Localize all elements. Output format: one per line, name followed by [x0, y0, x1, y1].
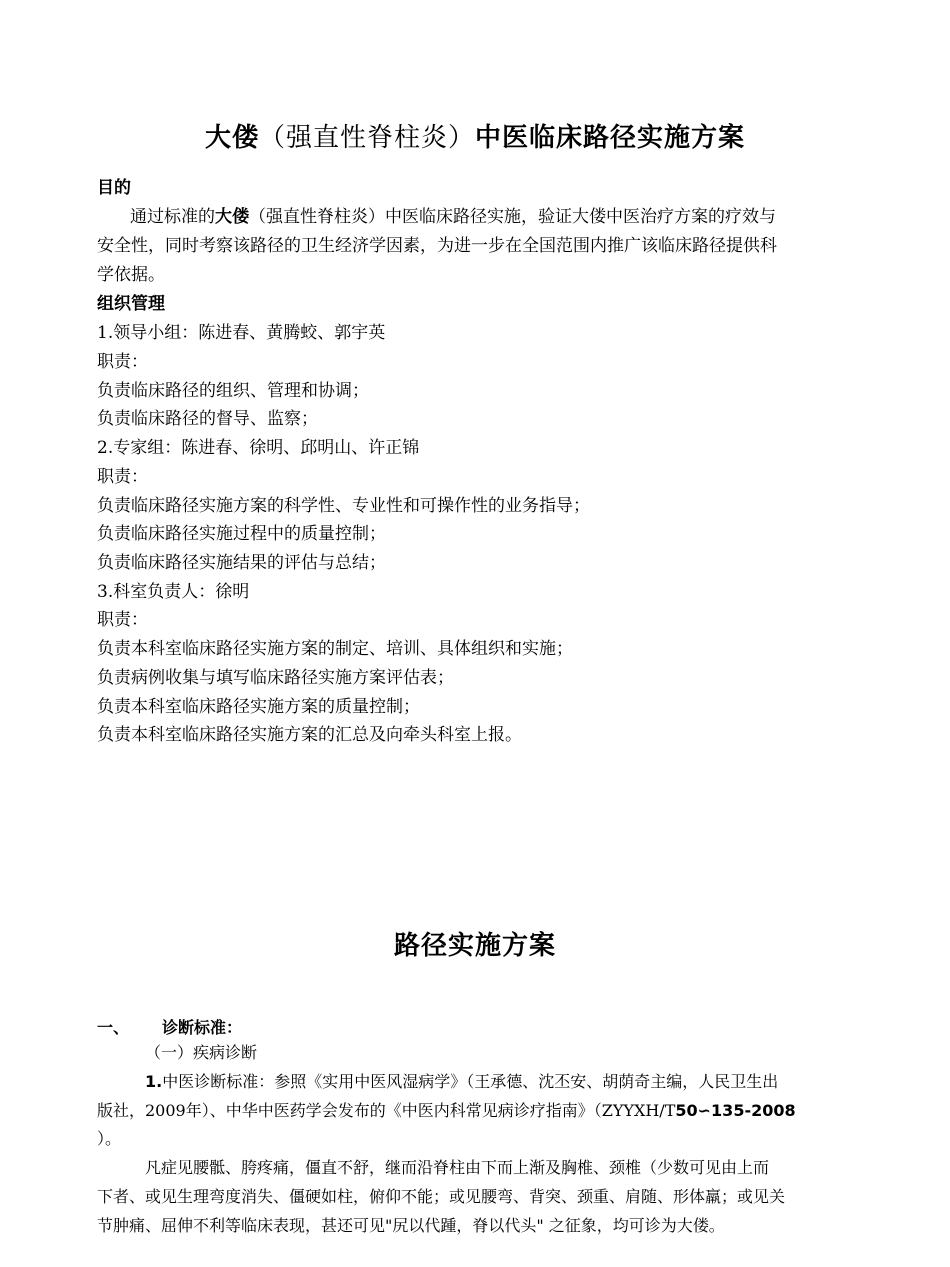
diagnosis-text-1: 中医诊断标准：参照《实用中医风湿病学》（王承德、沈丕安、胡荫奇主编，人民卫生出: [162, 1072, 779, 1091]
heading-number: 一、: [97, 1018, 130, 1037]
diagnosis-line-2: [97, 1101, 796, 1121]
purpose-text-bold: 大偻: [215, 207, 249, 227]
section-heading-organization: 组织管理: [97, 294, 165, 314]
symptom-line-1: 凡症见腰骶、胯疼痛，僵直不舒，继而沿脊柱由下而上渐及胸椎、颈椎（少数可见由上而: [145, 1158, 770, 1177]
org-line: 职责：: [97, 352, 148, 372]
heading-diagnosis: 诊断标准：: [162, 1018, 243, 1037]
purpose-line-1: [130, 207, 776, 227]
document-title: [0, 117, 950, 154]
org-line: 2.专家组：陈进春、徐明、邱明山、许正锦: [97, 438, 420, 458]
diagnosis-line-1: [145, 1072, 778, 1092]
org-line: 负责病例收集与填写临床路径实施方案评估表；: [97, 668, 454, 688]
purpose-text-a: 通过标准的: [130, 207, 215, 227]
org-line: 负责本科室临床路径实施方案的制定、培训、具体组织和实施；: [97, 639, 573, 659]
org-line: 负责临床路径实施方案的科学性、专业性和可操作性的业务指导；: [97, 496, 590, 516]
symptom-line-3: 节肿痛、屈伸不利等临床表现，甚还可见"尻以代踵，脊以代头" 之征象，均可诊为大偻。: [97, 1216, 725, 1235]
section-title-implementation: 路径实施方案: [393, 931, 556, 961]
org-line: 负责本科室临床路径实施方案的质量控制；: [97, 697, 420, 717]
org-line: 3.科室负责人：徐明: [97, 582, 250, 602]
subheading-disease-diagnosis: （一）疾病诊断: [145, 1043, 258, 1062]
org-line: 负责本科室临床路径实施方案的汇总及向牵头科室上报。: [97, 725, 522, 745]
org-line: 职责：: [97, 610, 148, 630]
purpose-text-b: （强直性脊柱炎）中医临床路径实施，验证大偻中医治疗方案的疗效与: [249, 207, 776, 227]
org-line: 负责临床路径实施结果的评估与总结；: [97, 553, 386, 573]
title-part-b: 中医临床路径实施方案: [475, 123, 746, 153]
purpose-line-3: 学依据。: [97, 265, 165, 285]
title-part-paren: （强直性脊柱炎）: [258, 123, 475, 153]
diagnosis-text-2b: 50∽135-2008: [675, 1101, 796, 1120]
org-line: 1.领导小组：陈进春、黄腾蛟、郭宇英: [97, 323, 386, 343]
org-line: 负责临床路径的组织、管理和协调；: [97, 381, 369, 401]
symptom-line-2: 下者、或见生理弯度消失、僵硬如柱，俯仰不能；或见腰弯、背突、颈重、肩随、形体羸；或见关: [97, 1187, 786, 1206]
diagnosis-number: 1.: [145, 1072, 163, 1091]
diagnosis-text-2a: 版社，2009年）、中华中医药学会发布的《中医内科常见病诊疗指南》（ZYYXH/T: [97, 1101, 676, 1120]
section-heading-purpose: 目的: [97, 178, 131, 198]
title-part-a: 大偻: [204, 123, 259, 153]
org-line: 负责临床路径的督导、监察；: [97, 409, 318, 429]
purpose-line-2: 安全性，同时考察该路径的卫生经济学因素，为进一步在全国范围内推广该临床路径提供科: [97, 236, 777, 256]
org-line: 职责：: [97, 467, 148, 487]
org-line: 负责临床路径实施过程中的质量控制；: [97, 524, 386, 544]
diagnosis-line-3: ）。: [97, 1129, 122, 1148]
